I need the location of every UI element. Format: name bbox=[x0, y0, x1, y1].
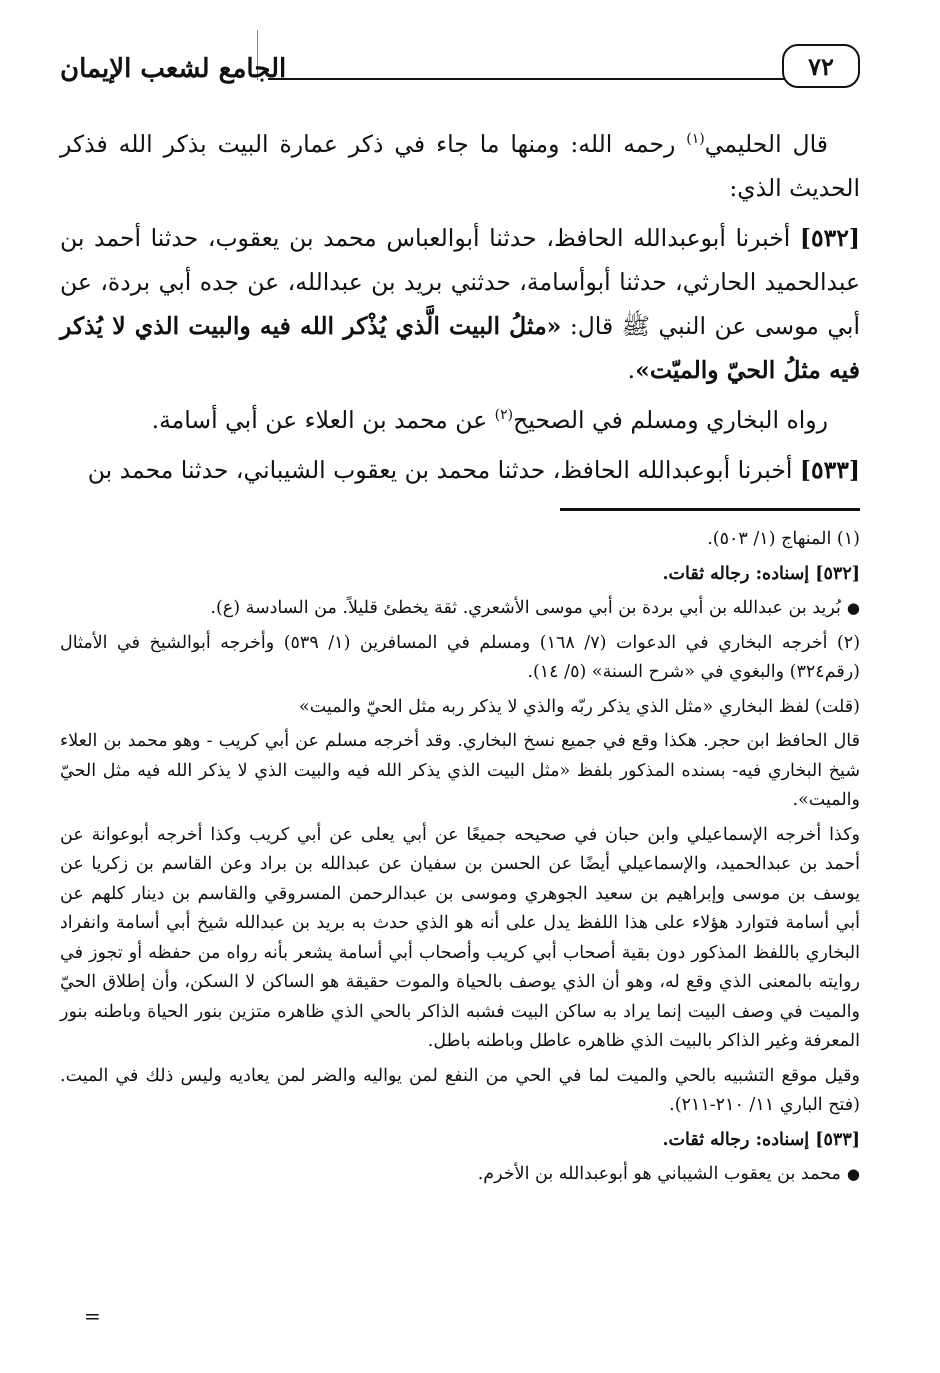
main-text bbox=[60, 122, 860, 498]
narrator-text: بُريد بن عبدالله بن أبي بردة بن أبي موسى الأشعري. ثقة يخطئ قليلاً. من السادسة (ع). bbox=[210, 598, 841, 618]
isnad-532: [٥٣٢] إسناده: رجاله ثقات. bbox=[662, 563, 860, 584]
header-rule bbox=[268, 78, 784, 80]
hadith-end: . bbox=[627, 356, 636, 384]
intro-text-after: رحمه الله: ومنها ما جاء في ذكر عمارة البيت بذكر الله فذكر الحديث الذي: bbox=[60, 130, 860, 202]
book-page bbox=[60, 30, 860, 1350]
narrator-text: محمد بن يعقوب الشيباني هو أبوعبدالله بن الأخرم. bbox=[477, 1164, 841, 1184]
bullet-icon: ● bbox=[846, 599, 860, 617]
footnotes bbox=[60, 525, 860, 1195]
footnote-mark-2: (٢) bbox=[494, 407, 514, 424]
narrator-burayd bbox=[60, 594, 860, 624]
hadith-number: [٥٣٣] bbox=[799, 456, 860, 484]
hadith-number: [٥٣٢] bbox=[799, 224, 860, 252]
hadith-532 bbox=[60, 216, 860, 392]
hadith-isnad: أخبرنا أبوعبدالله الحافظ، حدثنا محمد بن يعقوب الشيباني، حدثنا محمد بن bbox=[87, 456, 800, 484]
footnote-2: (٢) أخرجه البخاري في الدعوات (٧/ ١٦٨) ومسلم في المسافرين (١/ ٥٣٩) وأخرجه أبوالشيخ في الأمثال (رقم٣٢٤) والبغوي في «شرح السنة» (٥/ ١٤). bbox=[60, 632, 861, 682]
page-number: ٧٢ bbox=[782, 44, 860, 88]
note-wakadha: وكذا أخرجه الإسماعيلي وابن حبان في صحيحه جميعًا عن أبي يعلى عن أبي كريب وكذا أخرجه أبوعوانة عن أحمد بن عبدالحميد، والإسماعيلي أيضًا عن الحسن بن سفيان عن عبدالله بن براد وعن القاسم بن زكريا عن يوسف بن موسى وإبراهيم بن سعيد الجوهري وموسى بن عبدالرحمن المسروقي والقاسم بن دينار كلهم عن أبي أسامة فتوارد هؤلاء على هذا اللفظ يدل على أنه هو الذي حدث به بريد بن عبدالله شيخ أبي أسامة وانفراد البخاري باللفظ المذكور دون بقية أصحاب أبي كريب وأصحاب أبي أسامة يشعر بأنه رواه من حفظه أو تجوز في روايته بالمعنى الذي وقع له، وهو أن الذي يوصف بالحياة والموت حقيقة هو الساكن لا السكن، وأن إطلاق الحيّ والميت في وصف البيت إنما يراد به ساكن البيت فشبه الذاكر بالحي الذي ظاهره متزين بنور الحياة وباطنه بنور المعرفة وغير الذاكر بالبيت الذي ظاهره عاطل وباطنه باطل. bbox=[60, 824, 860, 1051]
hadith-isnad: أخبرنا أبوعبدالله الحافظ، حدثنا أبوالعباس محمد بن يعقوب، حدثنا أحمد بن عبدالحميد الحارثي، حدثنا أبوأسامة، حدثني بريد بن عبدالله، عن جده أبي بردة، عن أبي موسى عن النبي ﷺ قال: bbox=[60, 224, 860, 340]
bullet-icon: ● bbox=[846, 1165, 860, 1183]
riwaya-paragraph bbox=[60, 398, 860, 442]
hadith-matn: «مثلُ البيت الَّذي يُذْكر الله فيه والبيت الذي لا يُذكر فيه مثلُ الحيّ والميّت» bbox=[60, 312, 860, 384]
riwaya-text-after: عن محمد بن العلاء عن أبي أسامة. bbox=[151, 406, 495, 434]
footnote-1: (١) المنهاج (١/ ٥٠٣). bbox=[707, 529, 860, 549]
continuation-mark: = bbox=[84, 1304, 101, 1328]
footnote-separator bbox=[560, 508, 860, 511]
note-ibn-hajar: قال الحافظ ابن حجر. هكذا وقع في جميع نسخ البخاري. وقد أخرجه مسلم عن أبي كريب - وهو محمد بن العلاء شيخ البخاري فيه- بسنده المذكور بلفظ «مثل البيت الذي يذكر الله فيه والبيت الذي لا يذكر الله فيه مثل الحيّ والميت». bbox=[60, 731, 860, 810]
riwaya-text-before: رواه البخاري ومسلم في الصحيح bbox=[513, 406, 828, 434]
intro-paragraph bbox=[60, 122, 860, 210]
page-header bbox=[60, 44, 860, 92]
hadith-533 bbox=[60, 448, 860, 492]
book-title: الجامع لشعب الإيمان bbox=[60, 54, 287, 84]
isnad-533: [٥٣٣] إسناده: رجاله ثقات. bbox=[662, 1129, 860, 1150]
narrator-shaybani bbox=[60, 1160, 860, 1190]
note-qultu: (قلت) لفظ البخاري «مثل الذي يذكر ربّه والذي لا يذكر ربه مثل الحيّ والميت» bbox=[299, 696, 860, 717]
intro-text-before: قال الحليمي bbox=[704, 130, 829, 158]
footnote-mark-1: (١) bbox=[686, 131, 705, 148]
note-qila: وقيل موقع التشبيه بالحي والميت لما في الحي من النفع لمن يواليه والضر لمن يعاديه وليس ذلك في الميت. (فتح الباري ١١/ ٢١٠-٢١١). bbox=[60, 1065, 860, 1115]
